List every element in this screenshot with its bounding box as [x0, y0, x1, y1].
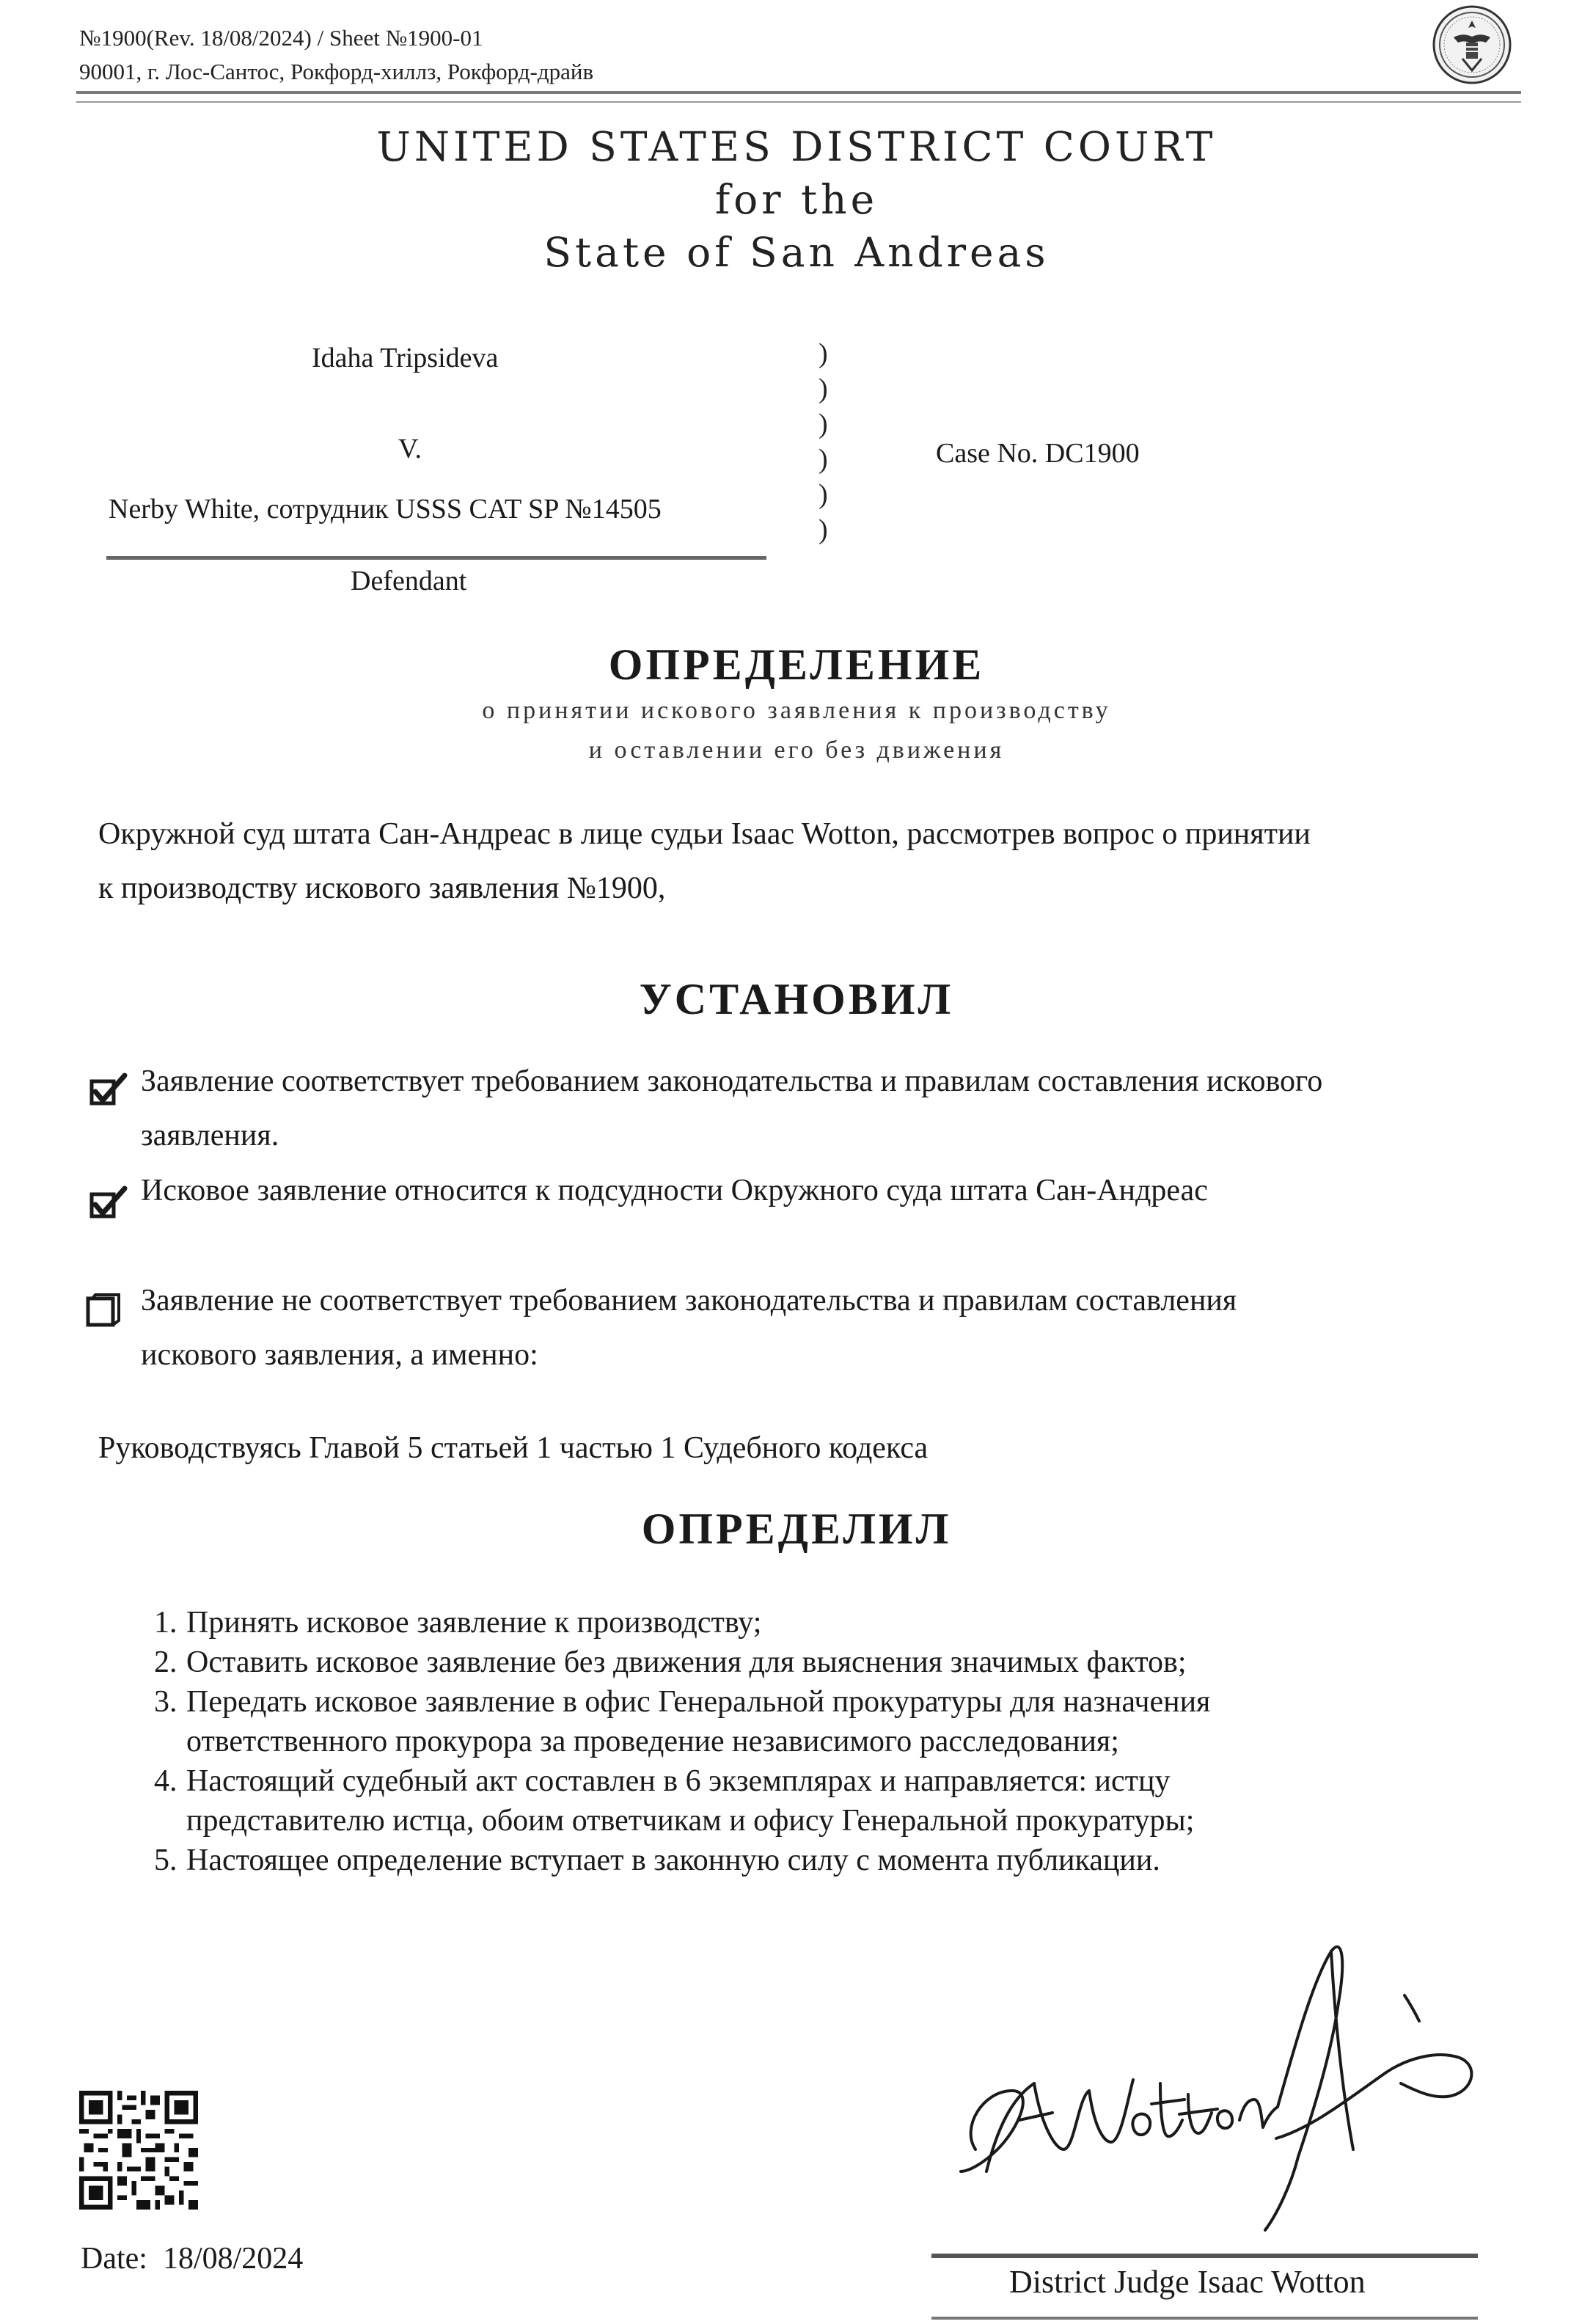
- signature-rule: [931, 2254, 1478, 2258]
- date-value: 18/08/2024: [162, 2242, 304, 2276]
- caption-paren: ): [819, 479, 828, 510]
- intro-line-1: Окружной суд штата Сан-Андреас в лице судьи Isaac Wotton, рассмотрев вопрос о принятии: [98, 817, 1311, 851]
- versus-label: V.: [398, 434, 422, 464]
- header-sheet-number: №1900(Rev. 18/08/2024) / Sheet №1900-01: [79, 25, 483, 51]
- established-item-3-cont: искового заявления, а именно:: [141, 1338, 538, 1372]
- list-item-line: Настоящий судебный акт составлен в 6 экземплярах и направляется: истцу: [186, 1764, 1171, 1798]
- established-item-1: Заявление соответствует требованием законодательства и правилам составления искового: [141, 1064, 1323, 1098]
- document-date: [81, 2241, 303, 2276]
- established-item-1-cont: заявления.: [141, 1119, 279, 1152]
- list-item-line: ответственного прокурора за проведение независимого расследования;: [186, 1725, 1119, 1758]
- date-label: Date:: [81, 2242, 147, 2276]
- footer-rule: [931, 2317, 1478, 2320]
- document-subtitle: о принятии искового заявления к производству: [482, 697, 1111, 724]
- court-title: UNITED STATES DISTRICT COURT: [376, 123, 1217, 170]
- checkbox-checked-icon: [89, 1185, 128, 1224]
- list-item-number: 5.: [154, 1844, 177, 1877]
- established-item-2: Исковое заявление относится к подсудности Окружного суда штата Сан-Андреас: [141, 1174, 1208, 1207]
- list-item: [154, 1642, 1438, 1682]
- caption-paren: ): [819, 409, 828, 439]
- checkbox-checked-icon: [89, 1073, 128, 1111]
- court-title-for: for the: [714, 176, 879, 223]
- caption-rule: [106, 556, 766, 560]
- list-item: [154, 1603, 1438, 1642]
- caption-paren: ): [819, 514, 828, 545]
- header-rule-thin: [76, 101, 1521, 103]
- caption-paren: ): [819, 444, 828, 475]
- qr-code-icon: [79, 2091, 198, 2210]
- list-item-line: Оставить исковое заявление без движения для выяснения значимых фактов;: [186, 1645, 1187, 1679]
- header-address: 90001, г. Лос-Сантос, Рокфорд-хиллз, Рокфорд-драйв: [79, 59, 594, 84]
- list-item-number: 1.: [154, 1606, 177, 1640]
- list-item: [154, 1682, 1438, 1761]
- section-heading-established: УСТАНОВИЛ: [639, 975, 954, 1023]
- list-item-line: Передать исковое заявление в офис Генеральной прокуратуры для назначения: [186, 1685, 1211, 1719]
- court-seal-icon: [1432, 4, 1512, 85]
- list-item: [154, 1761, 1438, 1841]
- case-number: Case No. DC1900: [936, 438, 1140, 469]
- list-item-line: представителю истца, обоим ответчикам и офису Генеральной прокуратуры;: [186, 1804, 1195, 1838]
- caption-paren: ): [819, 373, 828, 404]
- judge-signature: [931, 1907, 1489, 2237]
- plaintiff-name: Idaha Tripsideva: [312, 343, 499, 373]
- checkbox-empty-icon: [85, 1291, 123, 1329]
- defendant-label: Defendant: [351, 566, 467, 596]
- section-heading-decided: ОПРЕДЕЛИЛ: [641, 1505, 952, 1553]
- document-title: ОПРЕДЕЛЕНИЕ: [608, 640, 985, 689]
- guided-by-text: Руководствуясь Главой 5 статьей 1 частью 1 Судебного кодекса: [98, 1431, 929, 1465]
- intro-line-2: к производству искового заявления №1900,: [98, 872, 666, 905]
- document-subtitle-2: и оставлении его без движения: [588, 737, 1005, 764]
- court-title-state: State of San Andreas: [543, 229, 1050, 276]
- judge-name: District Judge Isaac Wotton: [1009, 2264, 1366, 2300]
- list-item: [154, 1841, 1438, 1880]
- established-item-3: Заявление не соответствует требованием законодательства и правилам составления: [141, 1284, 1237, 1318]
- list-item-number: 3.: [154, 1685, 177, 1719]
- list-item-line: Настоящее определение вступает в законную силу с момента публикации.: [186, 1844, 1160, 1877]
- header-rule: [76, 91, 1521, 94]
- decision-list: [154, 1603, 1438, 1880]
- defendant-name: Nerby White, сотрудник USSS CAT SP №14505: [109, 494, 662, 525]
- list-item-line: Принять исковое заявление к производству;: [186, 1606, 762, 1640]
- list-item-number: 2.: [154, 1645, 177, 1679]
- caption-paren: ): [819, 338, 828, 369]
- list-item-number: 4.: [154, 1764, 177, 1798]
